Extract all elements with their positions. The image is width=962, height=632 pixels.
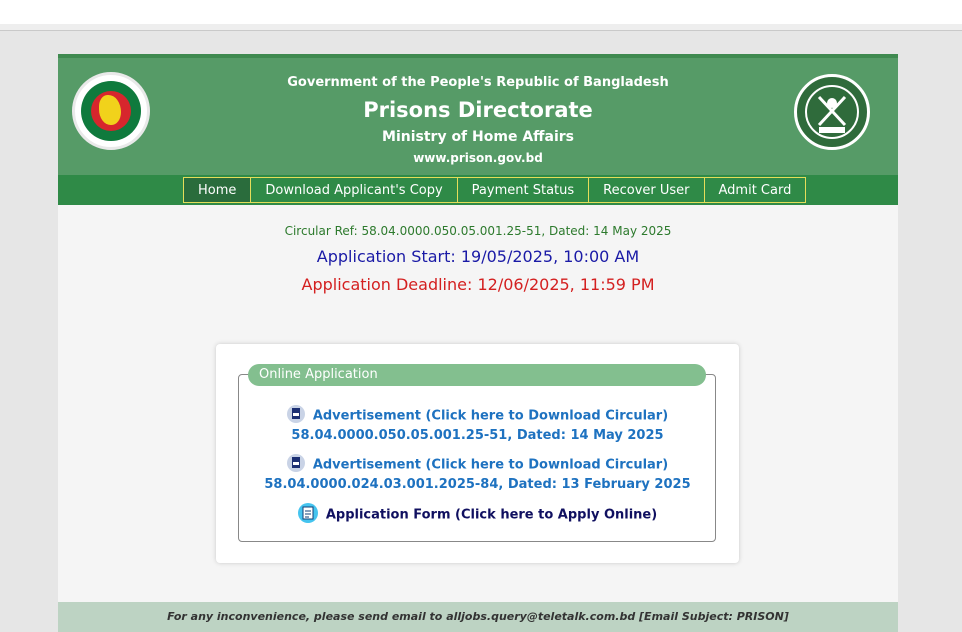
application-start: Application Start: 19/05/2025, 10:00 AM (316, 247, 640, 266)
advertisement-link-2[interactable] (216, 456, 739, 492)
circular-ref: Circular Ref: 58.04.0000.050.05.001.25-51, Dated: 14 May 2025 (284, 224, 672, 238)
nav-admit-card[interactable]: Admit Card (704, 177, 807, 203)
nav-recover-user[interactable]: Recover User (588, 177, 704, 203)
nav-payment-status[interactable]: Payment Status (457, 177, 589, 203)
prisons-emblem-icon (794, 74, 870, 150)
page-container (58, 54, 898, 632)
advertisement-link-1[interactable] (216, 407, 739, 443)
advertisement-link-2-title: Advertisement (Click here to Download Circular) (312, 457, 669, 473)
page-title: Prisons Directorate (363, 98, 593, 122)
application-form-label: Application Form (Click here to Apply Online) (325, 507, 658, 523)
pdf-icon (287, 454, 305, 472)
advertisement-link-2-ref: 58.04.0000.024.03.001.2025-84, Dated: 13 February 2025 (264, 477, 691, 492)
ministry-name: Ministry of Home Affairs (382, 129, 574, 145)
nav-download-applicant-copy[interactable]: Download Applicant's Copy (250, 177, 457, 203)
advertisement-link-1-title: Advertisement (Click here to Download Circular) (312, 408, 669, 424)
footer-note: For any inconvenience, please send email to alljobs.query@teletalk.com.bd [Email Subject: PRISON] (58, 602, 898, 632)
top-divider (0, 24, 962, 31)
online-application-legend: Online Application (248, 364, 706, 386)
nav-home[interactable]: Home (183, 177, 251, 203)
main-nav (58, 175, 898, 205)
pdf-icon (287, 405, 305, 423)
government-name: Government of the People's Republic of Bangladesh (287, 75, 669, 90)
form-icon (298, 503, 318, 523)
application-deadline: Application Deadline: 12/06/2025, 11:59 PM (301, 275, 655, 294)
site-header (58, 54, 898, 175)
application-form-link[interactable] (216, 505, 739, 525)
online-application-card (216, 344, 739, 563)
website-url: www.prison.gov.bd (413, 151, 543, 165)
browser-top-bar (0, 0, 962, 24)
advertisement-link-1-ref: 58.04.0000.050.05.001.25-51, Dated: 14 May 2025 (291, 428, 664, 443)
